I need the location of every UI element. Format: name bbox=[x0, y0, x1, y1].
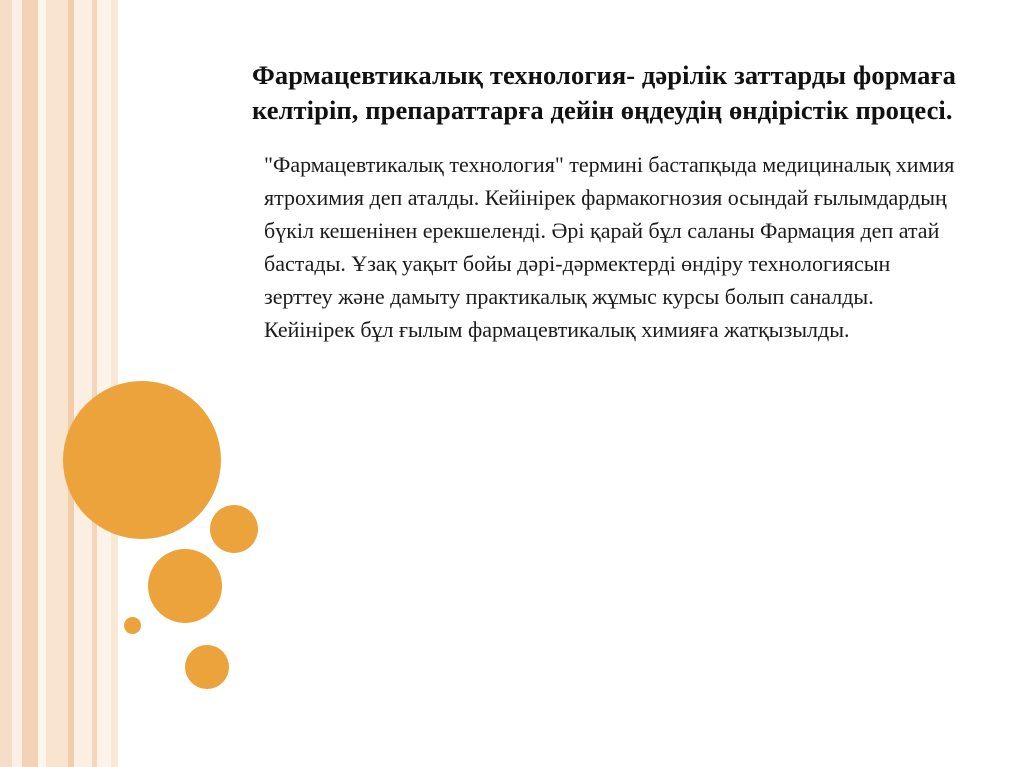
decorative-circle-small-lower bbox=[185, 645, 229, 689]
decorative-circle-large bbox=[63, 381, 221, 539]
decorative-circle-dot bbox=[124, 617, 141, 634]
stripe-1 bbox=[0, 0, 12, 767]
stripe-4 bbox=[38, 0, 46, 767]
slide-body-text: "Фармацевтикалық технология" термині бастапқыда медициналық химия ятрохимия деп аталды. Кейінірек фармакогнозия осындай ғылымдардың бүкіл кешенінен ерекшеленді. Әрі қарай бұл саланы Фармация деп атай бастады. Ұзақ уақыт бойы дәрі-дәрмектерді өндіру технологиясын зерттеу және дамыту практикалық жұмыс курсы болып саналды. Кейінірек бұл ғылым фармацевтикалық химияға жатқызылды. bbox=[264, 152, 955, 343]
stripe-2 bbox=[12, 0, 22, 767]
stripe-5 bbox=[46, 0, 68, 767]
stripe-9 bbox=[97, 0, 111, 767]
slide-content bbox=[252, 58, 962, 346]
stripe-3 bbox=[22, 0, 38, 767]
decorative-circle-small-upper bbox=[210, 505, 258, 553]
stripe-10 bbox=[111, 0, 118, 767]
decorative-stripe-band bbox=[0, 0, 130, 767]
slide-title: Фармацевтикалық технология- дәрілік заттарды формаға келтіріп, препараттарға дейін өңдеудің өндірістік процесі. bbox=[252, 60, 956, 126]
decorative-circle-medium bbox=[148, 549, 222, 623]
stripe-7 bbox=[74, 0, 92, 767]
